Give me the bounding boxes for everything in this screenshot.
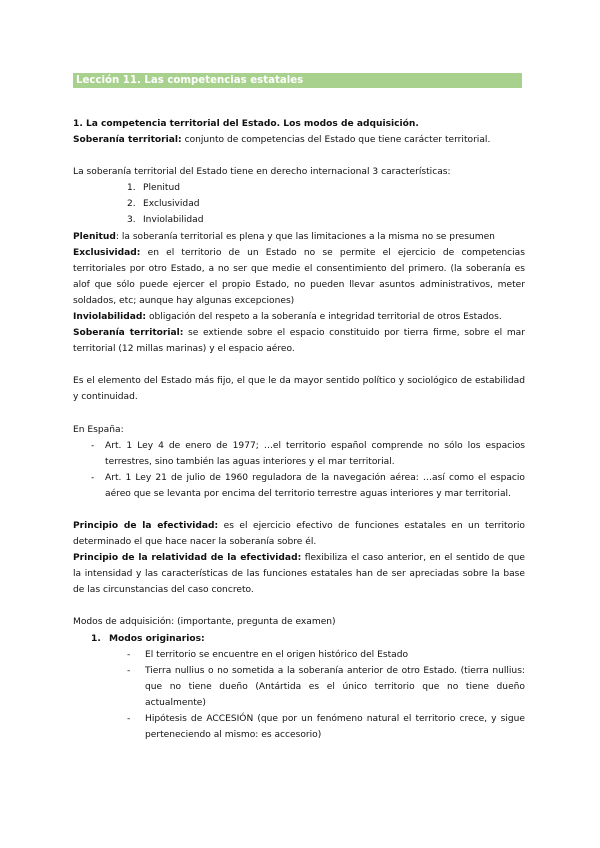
list-item: - Tierra nullius o no sometida a la soberanía anterior de otro Estado. (tierra nullius: que no tiene dueño (Antártida es el único territorio que no tiene dueño actualmente) <box>127 665 525 708</box>
definition-exclusividad: Exclusividad: en el territorio de un Estado no se permite el ejercicio de competencias territoriales por otro Estado, a no ser que medie el consentimiento del primero. (la soberanía es alof que sólo puede ejercer el propio Estado, no pueden llevar asuntos administrativos, meter soldados, etc; aunque hay algunas excepciones) <box>73 247 525 306</box>
list-item: 2. Exclusividad <box>127 199 200 210</box>
principle-relatividad: Principio de la relatividad de la efectividad: flexibiliza el caso anterior, en el sentido de que la intensidad y las características de las funciones estatales han de ser apreciadas sobre la base de las circunstancias del caso concreto. <box>73 553 525 596</box>
principle-efectividad: Principio de la efectividad: es el ejercicio efectivo de funciones estatales en un territorio determinado el que hace nacer la soberanía sobre él. <box>73 520 525 548</box>
modes-list <box>73 647 525 744</box>
document-body <box>73 116 525 743</box>
modes-intro: Modos de adquisición: (importante, pregunta de examen) <box>73 617 336 628</box>
definition-plenitud: Plenitud: la soberanía territorial es plena y que las limitaciones a la misma no se presumen <box>73 231 495 242</box>
section-heading: 1. La competencia territorial del Estado. Los modos de adquisición. <box>73 119 419 129</box>
characteristics-intro: La soberanía territorial del Estado tiene en derecho internacional 3 características: <box>73 167 451 178</box>
definition-inviolabilidad: Inviolabilidad: obligación del respeto a la soberanía e integridad territorial de otros Estados. <box>73 312 502 323</box>
list-item: - Art. 1 Ley 4 de enero de 1977; …el territorio español comprende no sólo los espacios terrestres, sino también las aguas interiores y el mar territorial. <box>91 440 525 467</box>
lesson-title-bar <box>73 73 522 88</box>
spain-intro: En España: <box>73 424 124 435</box>
list-item: - Hipótesis de ACCESIÓN (que por un fenómeno natural el territorio crece, y sigue perteneciendo al mismo: es accesorio) <box>127 714 525 741</box>
list-item: - Art. 1 Ley 21 de julio de 1960 reguladora de la navegación aérea: …así como el espacio aéreo que se levanta por encima del territorio terrestre aguas interiores y mar territorial. <box>91 472 525 499</box>
definition-soberania: Soberanía territorial: se extiende sobre el espacio constituido por tierra firme, sobre el mar territorial (12 millas marinas) y el espacio aéreo. <box>73 328 525 355</box>
lesson-title: Lección 11. Las competencias estatales <box>76 75 304 86</box>
spain-list <box>73 438 525 502</box>
section-definition: Soberanía territorial: conjunto de competencias del Estado que tiene carácter territorial. <box>73 135 491 146</box>
element-paragraph: Es el elemento del Estado más fijo, el que le da mayor sentido político y sociológico de estabilidad y continuidad. <box>73 376 525 403</box>
list-item: 1. Plenitud <box>127 183 180 194</box>
list-item: - El territorio se encuentre en el origen histórico del Estado <box>127 649 409 660</box>
characteristics-list <box>73 180 525 228</box>
list-item: 3. Inviolabilidad <box>127 215 204 226</box>
modes-heading: 1. Modos originarios: <box>91 633 205 644</box>
